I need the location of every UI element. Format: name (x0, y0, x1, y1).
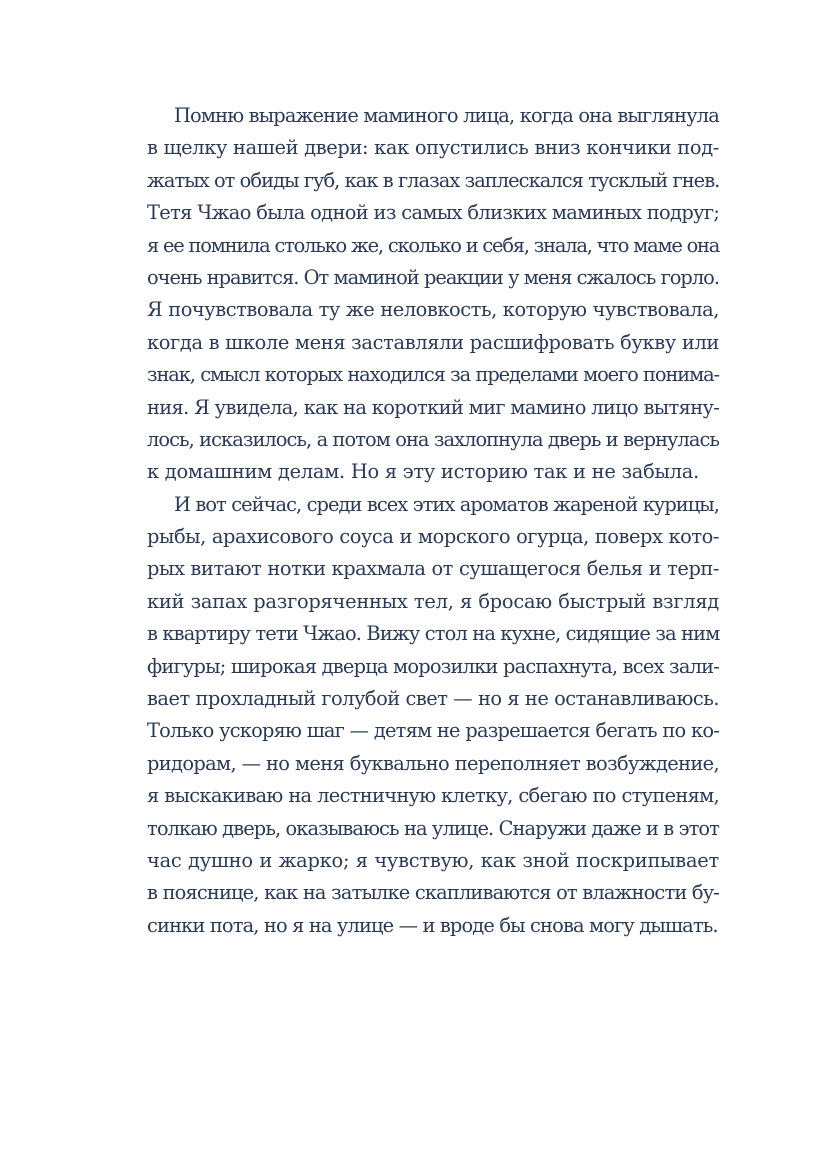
text-line: час душно и жарко; я чувствую, как зной поскрипывает (147, 848, 719, 872)
text-line: я ее помнила столько же, сколько и себя, знала, что маме она (147, 233, 720, 257)
text-line: синки пота, но я на улице — и вроде бы снова могу дышать. (147, 913, 718, 937)
text-line: Тетя Чжао была одной из самых близких маминых подруг; (147, 201, 720, 225)
text-line: И вот сейчас, среди всех этих ароматов жареной курицы, (174, 492, 719, 516)
text-line: к домашним делам. Но я эту историю так и не забыла. (147, 460, 699, 484)
text-line: очень нравится. От маминой реакции у меня сжалось горло. (147, 265, 719, 289)
text-line: жатых от обиды губ, как в глазах заплескался тусклый гнев. (147, 168, 720, 192)
text-line: ридорам, — но меня буквально переполняет возбуждение, (147, 751, 719, 775)
text-line: когда в школе меня заставляли расшифровать букву или (147, 330, 719, 354)
text-line: Помню выражение маминого лица, когда она выглянула (174, 104, 719, 127)
text-line: знак, смысл которых находился за пределами моего понима- (147, 363, 719, 387)
paragraph (147, 100, 719, 489)
text-line: рыбы, арахисового соуса и морского огурца, поверх кото- (147, 525, 719, 549)
text-line: в пояснице, как на затылке скапливаются от влажности бу- (147, 881, 719, 905)
body-text (147, 100, 719, 942)
paragraph (147, 489, 719, 942)
text-line: я выскакиваю на лестничную клетку, сбегаю по ступеням, (147, 784, 719, 808)
text-line: фигуры; широкая дверца морозилки распахнута, всех зали- (147, 654, 719, 678)
text-line: толкаю дверь, оказываюсь на улице. Снаружи даже и в этот (147, 816, 719, 840)
text-line: Я почувствовала ту же неловкость, которую чувствовала, (147, 298, 719, 322)
text-line: в квартиру тети Чжао. Вижу стол на кухне, сидящие за ним (147, 622, 720, 646)
text-line: рых витают нотки крахмала от сушащегося белья и терп- (147, 557, 719, 581)
text-line: кий запах разгоряченных тел, я бросаю быстрый взгляд (147, 589, 719, 613)
text-line: лось, исказилось, а потом она захлопнула дверь и вернулась (147, 427, 719, 451)
text-line: в щелку нашей двери: как опустились вниз кончики под- (147, 136, 719, 160)
text-line: вает прохладный голубой свет — но я не останавливаюсь. (147, 687, 719, 711)
text-line: Только ускоряю шаг — детям не разрешается бегать по ко- (147, 719, 719, 743)
text-line: ния. Я увидела, как на короткий миг мамино лицо вытяну- (147, 395, 720, 419)
